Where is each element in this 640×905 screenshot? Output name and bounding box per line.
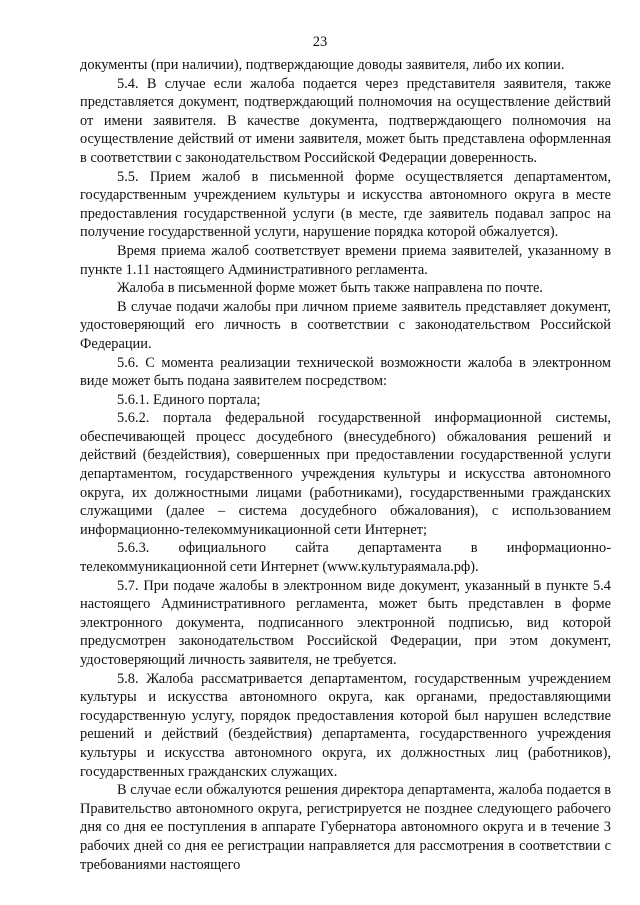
paragraph-5-7: 5.7. При подаче жалобы в электронном виде документ, указанный в пункте 5.4 настоящего Административного регламента, может быть представлен в форме электронного документа, подписанного электронной подписью, вид которой предусмотрен законодательством Российской Федерации, при этом документ, удостоверяющий личность заявителя, не требуется.: [80, 577, 611, 668]
paragraph-5-6: 5.6. С момента реализации технической возможности жалоба в электронном виде может быть подана заявителем посредством:: [80, 354, 611, 390]
page-number: 23: [312, 34, 328, 50]
paragraph-5-6-2: 5.6.2. портала федеральной государственной информационной системы, обеспечивающей процесс досудебного (внесудебного) обжалования решений и действий (бездействия), совершенных при предоставлении государственной услуги департаментом, государственного учреждения культуры и искусства автономного округа, их должностными лицами (работниками), государственными гражданских служащими (далее – система досудебного обжалования), с использованием информационно-телекоммуникационной сети Интернет;: [80, 410, 611, 538]
paragraph-continuation: документы (при наличии), подтверждающие доводы заявителя, либо их копии.: [80, 57, 565, 73]
paragraph-5-8: 5.8. Жалоба рассматривается департаментом, государственным учреждением культуры и искусства автономного округа, как органами, предоставляющими государственную услугу, порядок предоставления которой был нарушен вследствие решений и действий (бездействия) департамента, государственного учреждения культуры и искусства автономного округа, их должностных лиц (работников), государственных гражданских служащих.: [80, 670, 611, 780]
paragraph-director-complaint: В случае если обжалуются решения директора департамента, жалоба подается в Правительство автономного округа, регистрируется не позднее следующего рабочего дня со дня ее поступления в аппарате Губернатора автономного округа и в течение 3 рабочих дней со дня ее регистрации направляется для рассмотрения в соответствии с требованиями настоящего: [80, 782, 611, 873]
paragraph-5-4: 5.4. В случае если жалоба подается через представителя заявителя, также представляется документ, подтверждающий полномочия на осуществление действий от имени заявителя. В качестве документа, подтверждающего полномочия на осуществление действий от имени заявителя, может быть представлена оформленная в соответствии с законодательством Российской Федерации доверенность.: [80, 75, 611, 166]
paragraph-5-6-3: 5.6.3. официального сайта департамента в информационно-телекоммуникационной сети Интернет (www.культураямала.рф).: [80, 540, 611, 576]
paragraph-reception-time: Время приема жалоб соответствует времени приема заявителей, указанному в пункте 1.11 настоящего Административного регламента.: [80, 242, 611, 278]
paragraph-by-mail: Жалоба в письменной форме может быть также направлена по почте.: [117, 280, 544, 297]
paragraph-personal-reception: В случае подачи жалобы при личном приеме заявитель представляет документ, удостоверяющий его личность в соответствии с законодательством Российской Федерации.: [80, 298, 611, 352]
paragraph-5-5: 5.5. Прием жалоб в письменной форме осуществляется департаментом, государственным учреждением культуры и искусства автономного округа в месте предоставления государственной услуги (в месте, где заявитель подавал запрос на получение государственной услуги, нарушение порядка которой обжалуется).: [80, 168, 611, 241]
document-body: [80, 56, 611, 874]
paragraph-5-6-1: 5.6.1. Единого портала;: [117, 391, 261, 408]
